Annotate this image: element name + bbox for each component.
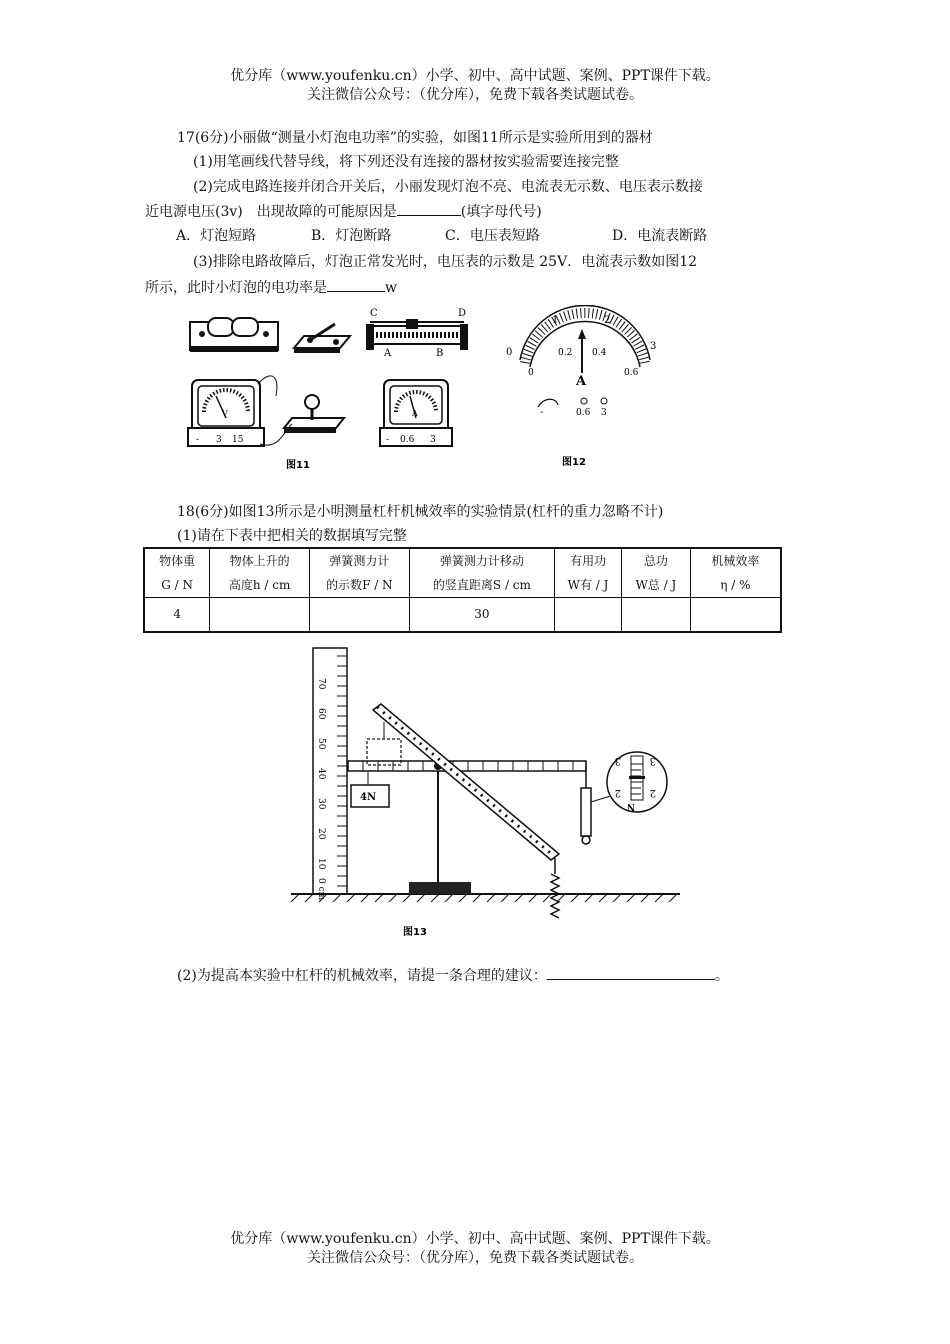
weight-label: 4N [360, 792, 377, 803]
q17-title: 17(6分)小丽做“测量小灯泡电功率”的实验，如图11所示是实验所用到的器材 [177, 130, 653, 146]
q17-answer-blank-1[interactable] [397, 201, 461, 216]
header-line-1: 优分库（www.youfenku.cn）小学、初中、高中试题、案例、PPT课件下载。 [230, 68, 720, 84]
figure-11-caption: 图11 [286, 460, 310, 471]
rheostat-label-a: A [384, 348, 392, 359]
q18-part2-prefix: (2)为提高本实验中杠杆的机械效率，请提一条合理的建议： [177, 968, 547, 984]
figure-11-apparatus [180, 300, 480, 475]
voltmeter-symbol: V [222, 409, 228, 418]
q18-part2 [177, 965, 729, 986]
rheostat-label-b: B [436, 348, 444, 359]
ammeter-icon [380, 380, 452, 446]
ruler-tick-60: 60 [316, 708, 326, 720]
footer-line-1: 优分库（www.youfenku.cn）小学、初中、高中试题、案例、PPT课件下载。 [230, 1231, 720, 1247]
ruler [313, 648, 347, 901]
lever-horizontal [348, 761, 586, 771]
magnifier-label-2-left: 2 [614, 787, 621, 798]
cell-total-work[interactable] [621, 598, 690, 632]
q18-answer-blank[interactable] [547, 965, 715, 980]
voltmeter-terminal-neg: - [196, 435, 200, 445]
dial-inner-0: 0 [528, 368, 534, 378]
header-cell: 总功 W总 / J [621, 548, 690, 598]
dial-outer-2: 2 [604, 315, 611, 326]
dial-inner-02: 0.2 [558, 348, 573, 358]
dial-outer-1: 1 [552, 315, 559, 326]
dial-symbol: A [576, 374, 587, 389]
spring-scale-tilted-end [551, 858, 559, 918]
ruler-tick-50: 50 [316, 738, 326, 750]
cell-efficiency[interactable] [690, 598, 781, 632]
ammeter-symbol: A [412, 409, 418, 418]
q17-part2-suffix: (填字母代号) [460, 204, 542, 220]
q17-option-a: A．灯泡短路 [176, 228, 257, 244]
cell-distance: 30 [409, 598, 555, 632]
dial-inner-06: 0.6 [624, 368, 639, 378]
header-cell: 物体上升的 高度h / cm [210, 548, 310, 598]
footer-line-2: 关注微信公众号：（优分库），免费下载各类试题试卷。 [307, 1250, 643, 1266]
q17-part2-line2 [145, 201, 542, 222]
ruler-tick-70: 70 [316, 678, 326, 690]
header-cell: 有用功 W有 / J [555, 548, 622, 598]
figure-13-lever-experiment [285, 642, 685, 942]
q17-part3-prefix: 所示，此时小灯泡的电功率是 [145, 280, 327, 296]
magnifier-label-3-right: 3 [649, 755, 656, 766]
figure-12-caption: 图12 [562, 457, 586, 468]
header-cell: 弹簧测力计 的示数F / N [309, 548, 409, 598]
table-row [144, 598, 781, 632]
battery-icon [190, 318, 278, 352]
cell-weight: 4 [144, 598, 210, 632]
ruler-tick-10: 10 [316, 858, 326, 870]
figure-13-caption: 图13 [403, 927, 427, 938]
rheostat-label-c: C [370, 308, 378, 319]
scale-magnifier [591, 752, 667, 812]
lamp-icon [260, 395, 344, 445]
ammeter-terminal-neg: - [386, 435, 390, 445]
q17-option-b: B．灯泡断路 [311, 228, 392, 244]
voltmeter-terminal-3: 3 [216, 435, 222, 445]
ammeter-terminal-3: 3 [430, 435, 436, 445]
ruler-tick-20: 20 [316, 828, 326, 840]
header-line-2: 关注微信公众号：（优分库），免费下载各类试题试卷。 [307, 87, 643, 103]
voltmeter-icon [188, 376, 277, 446]
q18-part1: (1)请在下表中把相关的数据填写完整 [177, 528, 407, 544]
figure-12-ammeter-dial [500, 305, 670, 470]
lever-tilted [373, 704, 559, 860]
rheostat-label-d: D [458, 308, 467, 319]
dial-terminal-neg: - [540, 407, 544, 418]
q17-part2-line1: (2)完成电路连接并闭合开关后，小丽发现灯泡不亮、电流表无示数、电压表示数接 [193, 179, 703, 195]
header-cell: 机械效率 η / % [690, 548, 781, 598]
spring-scale-vertical [581, 766, 591, 844]
magnifier-label-3-left: 3 [614, 755, 621, 766]
dial-terminal-3: 3 [601, 408, 607, 418]
table-header-row [144, 548, 781, 598]
q17-option-d: D．电流表断路 [612, 228, 708, 244]
q17-part2-prefix: 近电源电压(3v) 出现故障的可能原因是 [145, 204, 397, 220]
q17-answer-blank-2[interactable] [327, 277, 385, 292]
cell-force[interactable] [309, 598, 409, 632]
q18-part2-suffix: 。 [714, 968, 729, 984]
ammeter-terminal-06: 0.6 [400, 435, 415, 445]
q17-part1: (1)用笔画线代替导线，将下列还没有连接的器材按实验需要连接完整 [193, 154, 619, 170]
q17-part3-line1: (3)排除电路故障后，灯泡正常发光时，电压表的示数是 25V．电流表示数如图12 [193, 254, 698, 270]
ruler-tick-40: 40 [316, 768, 326, 780]
lever-stand [409, 770, 471, 894]
dial-outer-0: 0 [506, 347, 513, 358]
rheostat-icon [366, 308, 468, 359]
cell-useful-work[interactable] [555, 598, 622, 632]
dial-terminal-06: 0.6 [576, 408, 591, 418]
ruler-tick-30: 30 [316, 798, 326, 810]
voltmeter-terminal-15: 15 [232, 435, 244, 445]
q17-part3-line2 [145, 277, 397, 298]
header-cell: 弹簧测力计移动 的竖直距离S / cm [409, 548, 555, 598]
q18-title: 18(6分)如图13所示是小明测量杠杆机械效率的实验情景(杠杆的重力忽略不计) [177, 504, 664, 520]
cell-height[interactable] [210, 598, 310, 632]
q17-part3-suffix: w [385, 280, 397, 296]
q17-option-c: C．电压表短路 [445, 228, 540, 244]
magnifier-unit: N [626, 801, 635, 811]
header-cell: 物体重 G / N [144, 548, 210, 598]
dial-inner-04: 0.4 [592, 348, 607, 358]
ruler-tick-0cm: 0 cm [316, 878, 326, 901]
dial-outer-3: 3 [650, 341, 657, 352]
switch-icon [294, 324, 350, 353]
magnifier-label-2-right: 2 [649, 787, 656, 798]
data-table [143, 547, 782, 633]
